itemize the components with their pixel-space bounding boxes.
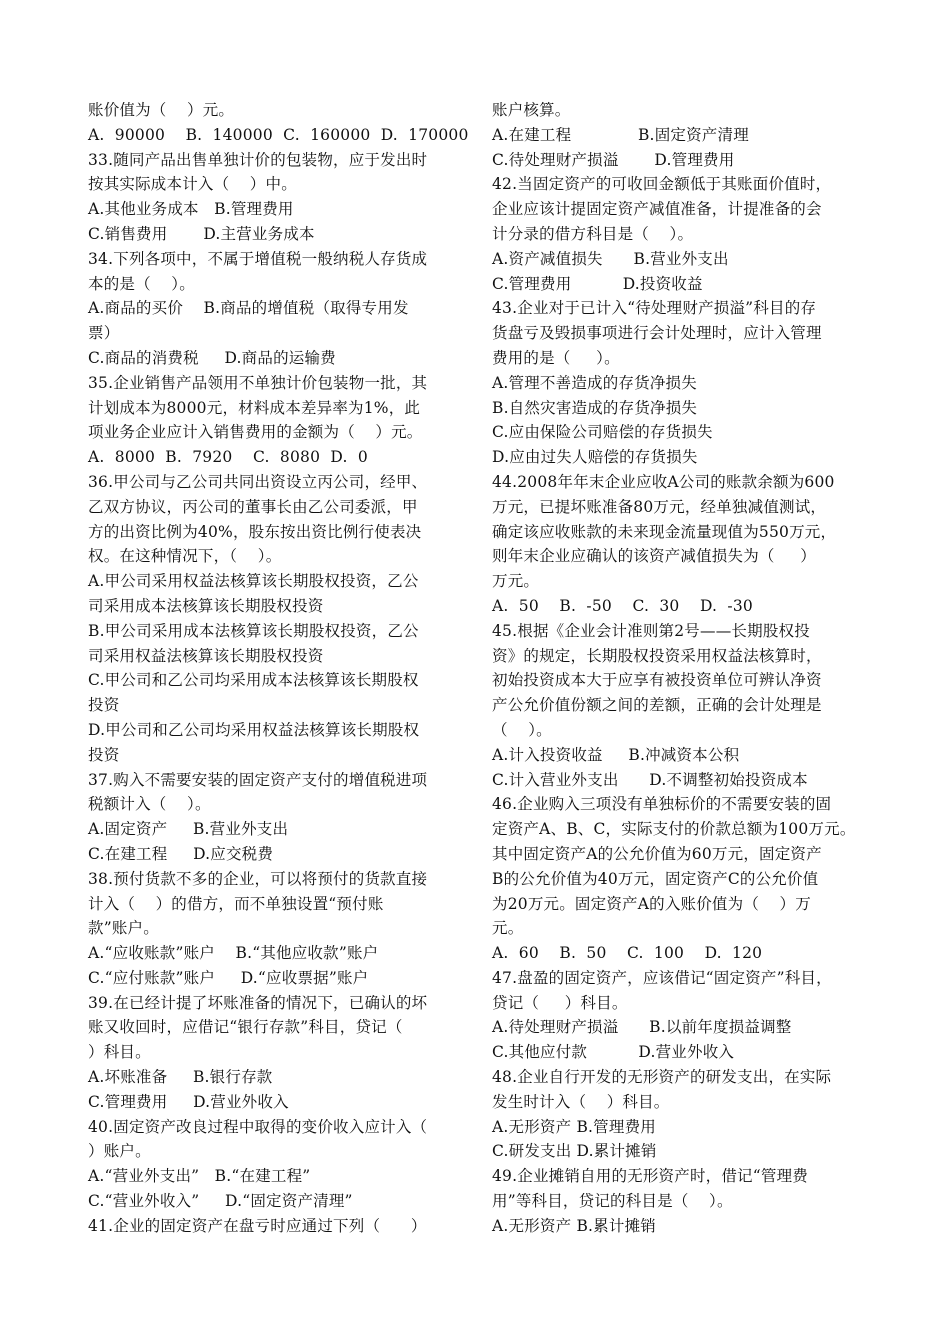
text-line: 其中固定资产A的公允价值为60万元，固定资产: [492, 844, 822, 863]
text-line: ）科目。: [88, 1043, 151, 1062]
text-line: D.甲公司和乙公司均采用权益法核算该长期股权: [88, 720, 420, 739]
text-line: A.管理不善造成的存货净损失: [492, 373, 697, 392]
left-column: [88, 98, 469, 1239]
text-line: 用”等科目，贷记的科目是（ ）。: [492, 1192, 733, 1211]
text-line: B的公允价值为40万元，固定资产C的公允价值: [492, 869, 819, 888]
text-line: 36.甲公司与乙公司共同出资设立丙公司，经甲、: [88, 472, 428, 491]
text-line: 38.预付货款不多的企业，可以将预付的货款直接: [88, 869, 428, 888]
text-line: A.计入投资收益 B.冲减资本公积: [492, 745, 740, 764]
text-line: 39.在已经计提了坏账准备的情况下，已确认的坏: [88, 993, 428, 1012]
text-line: C.在建工程 D.应交税费: [88, 844, 274, 863]
text-line: 48.企业自行开发的无形资产的研发支出，在实际: [492, 1068, 832, 1087]
text-line: A.待处理财产损溢 B.以前年度损益调整: [492, 1018, 792, 1037]
text-line: C.待处理财产损溢 D.管理费用: [492, 150, 735, 169]
text-line: A.坏账准备 B.银行存款: [88, 1068, 273, 1087]
text-line: 49.企业摊销自用的无形资产时，借记“管理费: [492, 1167, 808, 1186]
text-line: 投资: [88, 745, 120, 764]
text-line: 34.下列各项中，不属于增值税一般纳税人存货成: [88, 249, 428, 268]
text-line: C.“应付账款”账户 D.“应收票据”账户: [88, 968, 369, 987]
text-line: 初始投资成本大于应享有被投资单位可辨认净资: [492, 671, 822, 690]
text-line: 为20万元。固定资产A的入账价值为（ ）万: [492, 894, 811, 913]
text-line: 项业务企业应计入销售费用的金额为（ ）元。: [88, 423, 423, 442]
text-line: 资》的规定，长期股权投资采用权益法核算时，: [492, 646, 822, 665]
text-line: A. 8000 B. 7920 C. 8080 D. 0: [88, 448, 368, 467]
text-line: C.研发支出 D.累计摊销: [492, 1142, 657, 1161]
text-line: 40.固定资产改良过程中取得的变价收入应计入（: [88, 1117, 428, 1136]
text-line: 账又收回时，应借记“银行存款”科目，贷记（: [88, 1018, 403, 1037]
text-line: 产公允价值份额之间的差额，正确的会计处理是: [492, 696, 822, 715]
text-line: 35.企业销售产品领用不单独计价包装物一批，其: [88, 373, 428, 392]
text-line: 账户核算。: [492, 101, 571, 119]
text-line: 则年末企业应确认的该资产减值损失为（ ）: [492, 547, 816, 566]
text-line: 44.2008年年末企业应收A公司的账款余额为600: [492, 472, 835, 491]
text-line: （ ）。: [492, 720, 552, 739]
text-line: 确定该应收账款的未来现金流量现值为550万元，: [492, 522, 837, 541]
text-line: A. 50 B. -50 C. 30 D. -30: [492, 596, 753, 615]
text-line: 司采用权益法核算该长期股权投资: [88, 646, 324, 665]
text-line: B.自然灾害造成的存货净损失: [492, 398, 698, 417]
text-line: A.资产减值损失 B.营业外支出: [492, 249, 729, 268]
text-line: C.甲公司和乙公司均采用成本法核算该长期股权: [88, 671, 419, 690]
text-line: A.固定资产 B.营业外支出: [88, 820, 289, 839]
text-line: C.销售费用 D.主营业务成本: [88, 224, 315, 243]
text-line: A.“营业外支出” B.“在建工程”: [88, 1167, 311, 1186]
text-line: 万元，已提坏账准备80万元，经单独减值测试，: [492, 497, 827, 516]
text-line: C.管理费用 D.投资收益: [492, 274, 703, 293]
text-line: B.甲公司采用成本法核算该长期股权投资，乙公: [88, 621, 419, 640]
text-line: A.其他业务成本 B.管理费用: [88, 200, 294, 219]
text-line: 33.随同产品出售单独计价的包装物，应于发出时: [88, 150, 428, 169]
text-line: 定资产A、B、C，实际支付的价款总额为100万元。: [492, 820, 856, 839]
text-line: 计入（ ）的借方，而不单独设置“预付账: [88, 894, 384, 913]
text-line: 42.当固定资产的可收回金额低于其账面价值时，: [492, 175, 832, 194]
text-line: D.应由过失人赔偿的存货损失: [492, 448, 698, 467]
text-line: A.无形资产 B.累计摊销: [492, 1216, 656, 1235]
text-line: 43.企业对于已计入“待处理财产损溢”科目的存: [492, 299, 817, 318]
text-line: 41.企业的固定资产在盘亏时应通过下列（ ）: [88, 1216, 427, 1235]
text-line: 投资: [88, 696, 120, 715]
text-line: A.商品的买价 B.商品的增值税（取得专用发: [88, 299, 409, 318]
text-line: 账价值为（ ）元。: [88, 101, 235, 119]
text-line: 费用的是（ ）。: [492, 348, 620, 367]
text-line: C.计入营业外支出 D.不调整初始投资成本: [492, 770, 808, 789]
text-line: C.应由保险公司赔偿的存货损失: [492, 423, 713, 442]
text-line: 万元。: [492, 572, 540, 591]
right-column: [492, 98, 872, 1239]
text-line: 发生时计入（ ）科目。: [492, 1092, 670, 1111]
text-line: 45.根据《企业会计准则第2号——长期股权投: [492, 621, 810, 640]
text-line: C.管理费用 D.营业外收入: [88, 1092, 289, 1111]
text-line: 46.企业购入三项没有单独标价的不需要安装的固: [492, 795, 832, 814]
text-line: 企业应该计提固定资产减值准备，计提准备的会: [492, 200, 822, 219]
text-line: A.“应收账款”账户 B.“其他应收款”账户: [88, 944, 379, 963]
text-line: A. 60 B. 50 C. 100 D. 120: [492, 944, 763, 963]
text-line: A.在建工程 B.固定资产清理: [492, 125, 749, 144]
text-line: A. 90000 B. 140000 C. 160000 D. 170000: [88, 125, 469, 144]
text-line: 47.盘盈的固定资产，应该借记“固定资产”科目，: [492, 968, 832, 987]
text-line: 票）: [88, 324, 120, 343]
text-line: A.甲公司采用权益法核算该长期股权投资，乙公: [88, 572, 419, 591]
text-line: 款”账户。: [88, 919, 159, 938]
text-line: C.商品的消费税 D.商品的运输费: [88, 348, 336, 367]
text-line: 贷记（ ）科目。: [492, 993, 628, 1012]
text-line: 乙双方协议，丙公司的董事长由乙公司委派，甲: [88, 497, 418, 516]
text-line: 计划成本为8000元，材料成本差异率为1%，此: [88, 398, 421, 417]
text-line: ）账户。: [88, 1142, 151, 1161]
text-line: 权。在这种情况下，（ ）。: [88, 547, 282, 566]
text-line: 货盘亏及毁损事项进行会计处理时，应计入管理: [492, 324, 822, 343]
text-line: 按其实际成本计入（ ）中。: [88, 175, 297, 194]
text-line: 税额计入（ ）。: [88, 795, 211, 814]
text-line: A.无形资产 B.管理费用: [492, 1117, 656, 1136]
text-line: C.其他应付款 D.营业外收入: [492, 1043, 735, 1062]
text-line: 司采用成本法核算该长期股权投资: [88, 596, 324, 615]
text-line: 本的是（ ）。: [88, 274, 195, 293]
text-line: 37.购入不需要安装的固定资产支付的增值税进项: [88, 770, 428, 789]
text-line: 元。: [492, 919, 524, 938]
text-line: 计分录的借方科目是（ ）。: [492, 224, 694, 243]
text-line: 方的出资比例为40%，股东按出资比例行使表决: [88, 522, 422, 541]
text-line: C.“营业外收入” D.“固定资产清理”: [88, 1192, 353, 1211]
